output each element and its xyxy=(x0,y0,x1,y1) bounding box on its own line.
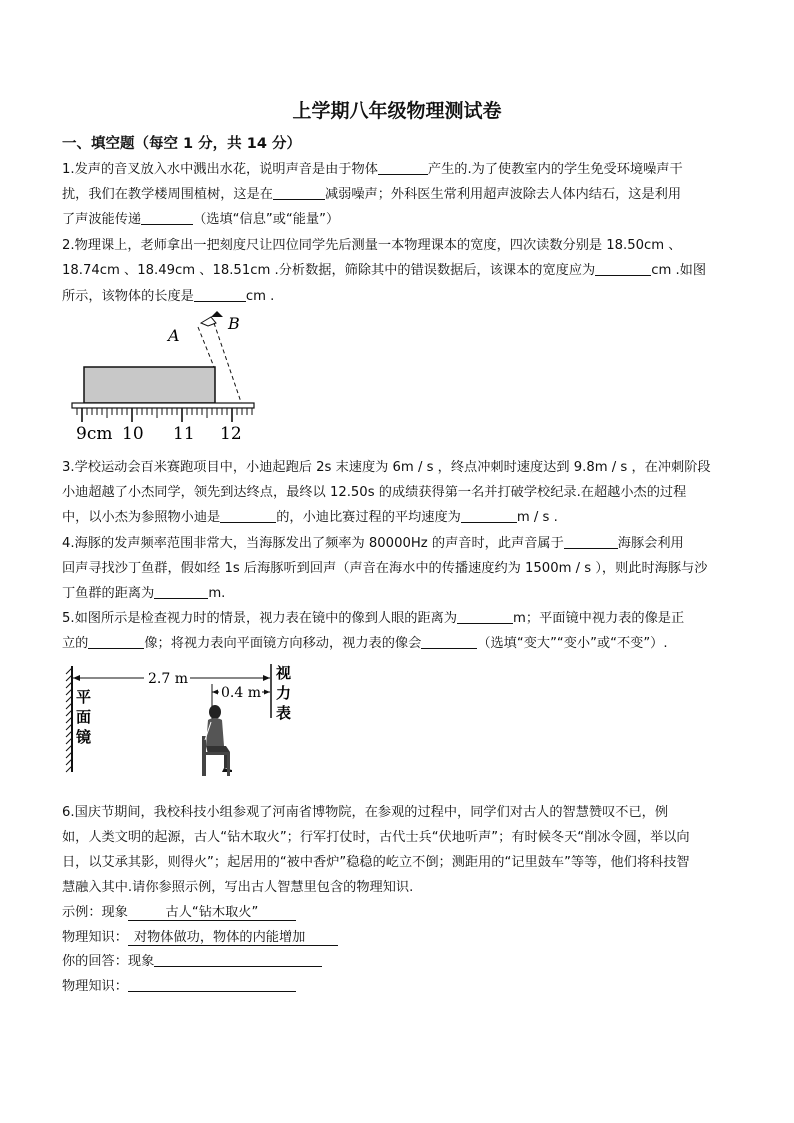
q4-line-3: 丁鱼群的距离为 m. xyxy=(62,586,226,601)
q3-line-2: 小迪超越了小杰同学，领先到达终点，最终以 12.50s 的成绩获得第一名并打破学校纪录.在超越小杰的过程 xyxy=(62,485,687,500)
mirror-label-1: 平 xyxy=(76,688,92,706)
arrowhead-right-icon xyxy=(263,675,270,681)
q2-line-2: 18.74cm 、18.49cm 、18.51cm .分析数据，筛除其中的错误数据后，该课本的宽度应为 cm .如图 xyxy=(62,263,707,278)
q5-line-1: 5.如图所示是检查视力时的情景，视力表在镜中的像到人眼的距离为 m；平面镜中视力表的像是正 xyxy=(62,611,685,626)
tick-label-11: 11 xyxy=(173,424,195,443)
q3-blank-2[interactable] xyxy=(461,509,517,523)
q5-blank-1[interactable] xyxy=(457,610,513,624)
chart-label-1: 视 xyxy=(276,664,292,682)
q4-line-2: 回声寻找沙丁鱼群，假如经 1s 后海豚听到回声（声音在海水中的传播速度约为 1500m / s ），则此时海豚与沙 xyxy=(62,561,708,576)
page-title: 上学期八年级物理测试卷 xyxy=(292,100,502,122)
q4-blank-2[interactable] xyxy=(154,585,208,599)
q6-line-1: 6.国庆节期间，我校科技小组参观了河南省博物院，在参观的过程中，同学们对古人的智慧赞叹不已，例 xyxy=(62,805,669,820)
example-knowledge-row: 物理知识： 对物体做功，物体的内能增加 xyxy=(62,926,338,946)
label-b: B xyxy=(228,314,240,333)
dist-total-label: 2.7 m xyxy=(148,671,188,687)
chart-label-2: 力 xyxy=(276,684,292,702)
measured-block xyxy=(84,367,215,403)
q1-line-2: 扰，我们在教学楼周围植树，这是在 减弱噪声；外科医生常利用超声波除去人体内结石，这是利用 xyxy=(62,187,682,202)
q6-line-2: 如，人类文明的起源，古人“钻木取火”；行军打仗时，古代士兵“伏地听声”；有时候冬天“削冰令圆，举以向 xyxy=(62,830,690,845)
answer-knowledge-row: 物理知识： xyxy=(62,975,296,994)
example-knowledge: 对物体做功，物体的内能增加 xyxy=(128,926,338,946)
ruler-figure xyxy=(70,305,260,443)
answer-phenomenon-blank[interactable] xyxy=(154,953,322,967)
sight-line-a xyxy=(198,327,214,367)
q5-blank-2[interactable] xyxy=(88,635,144,649)
sight-line-b xyxy=(214,323,242,405)
seated-person-icon xyxy=(202,705,232,776)
mirror-label-2: 面 xyxy=(76,708,92,726)
q3-line-3: 中，以小杰为参照物小迪是 的，小迪比赛过程的平均速度为 m / s . xyxy=(62,510,558,525)
q1-blank-3[interactable] xyxy=(141,211,193,225)
arrowhead-short-right-icon xyxy=(264,690,270,695)
label-a: A xyxy=(168,326,180,345)
ruler-labels xyxy=(76,424,242,443)
ruler-body xyxy=(72,403,254,408)
dist-short-label: 0.4 m xyxy=(221,685,261,701)
q1-blank-2[interactable] xyxy=(273,186,325,200)
eye-test-figure xyxy=(64,660,314,788)
q2-blank-2[interactable] xyxy=(194,288,246,302)
q2-blank-1[interactable] xyxy=(595,262,651,276)
q6-line-3: 日，以艾承其影，则得火”；起居用的“被中香炉”稳稳的屹立不倒；测距用的“记里鼓车”等等，他们将科技智 xyxy=(62,855,690,870)
ruler-ticks xyxy=(77,408,252,422)
q6-line-4: 慧融入其中.请你参照示例，写出古人智慧里包含的物理知识. xyxy=(62,880,414,895)
mirror-label-3: 镜 xyxy=(76,728,92,746)
answer-phenomenon-row: 你的回答：现象 xyxy=(62,950,322,969)
q2-line-1: 2.物理课上，老师拿出一把刻度尺让四位同学先后测量一本物理课本的宽度，四次读数分别是 18.50cm 、 xyxy=(62,238,682,253)
q3-line-1: 3.学校运动会百米赛跑项目中，小迪起跑后 2s 末速度为 6m / s ，终点冲刺时速度达到 9.8m / s ，在冲刺阶段 xyxy=(62,460,711,475)
q5-blank-3[interactable] xyxy=(421,635,477,649)
section-heading-fill-blank: 一、填空题（每空 1 分，共 14 分） xyxy=(62,136,301,152)
q1-line-3: 了声波能传递 （选填“信息”或“能量”） xyxy=(62,212,340,227)
chart-label-3: 表 xyxy=(276,704,292,722)
example-phenomenon: 古人“钻木取火” xyxy=(128,901,296,921)
tick-label-9cm: 9cm xyxy=(76,424,113,443)
q4-blank-1[interactable] xyxy=(564,535,618,549)
q4-line-1: 4.海豚的发声频率范围非常大，当海豚发出了频率为 80000Hz 的声音时，此声音属于 海豚会利用 xyxy=(62,536,684,551)
eye-b-icon xyxy=(211,311,223,317)
q1-blank-1[interactable] xyxy=(378,161,428,175)
answer-knowledge-blank[interactable] xyxy=(128,978,296,992)
example-row: 示例：现象 古人“钻木取火” xyxy=(62,901,296,921)
tick-label-10: 10 xyxy=(122,424,144,443)
q3-blank-1[interactable] xyxy=(220,509,276,523)
eye-a-icon xyxy=(201,317,216,326)
arrowhead-short-left-icon xyxy=(212,690,218,695)
q2-line-3: 所示，该物体的长度是 cm . xyxy=(62,289,275,304)
q5-line-2: 立的 像；将视力表向平面镜方向移动，视力表的像会 （选填“变大”“变小”或“不变”）. xyxy=(62,636,668,651)
tick-label-12: 12 xyxy=(220,424,242,443)
q1-line-1: 1.发声的音叉放入水中溅出水花，说明声音是由于物体 产生的.为了使教室内的学生免受环境噪声干 xyxy=(62,162,683,177)
arrowhead-left-icon xyxy=(73,675,80,681)
